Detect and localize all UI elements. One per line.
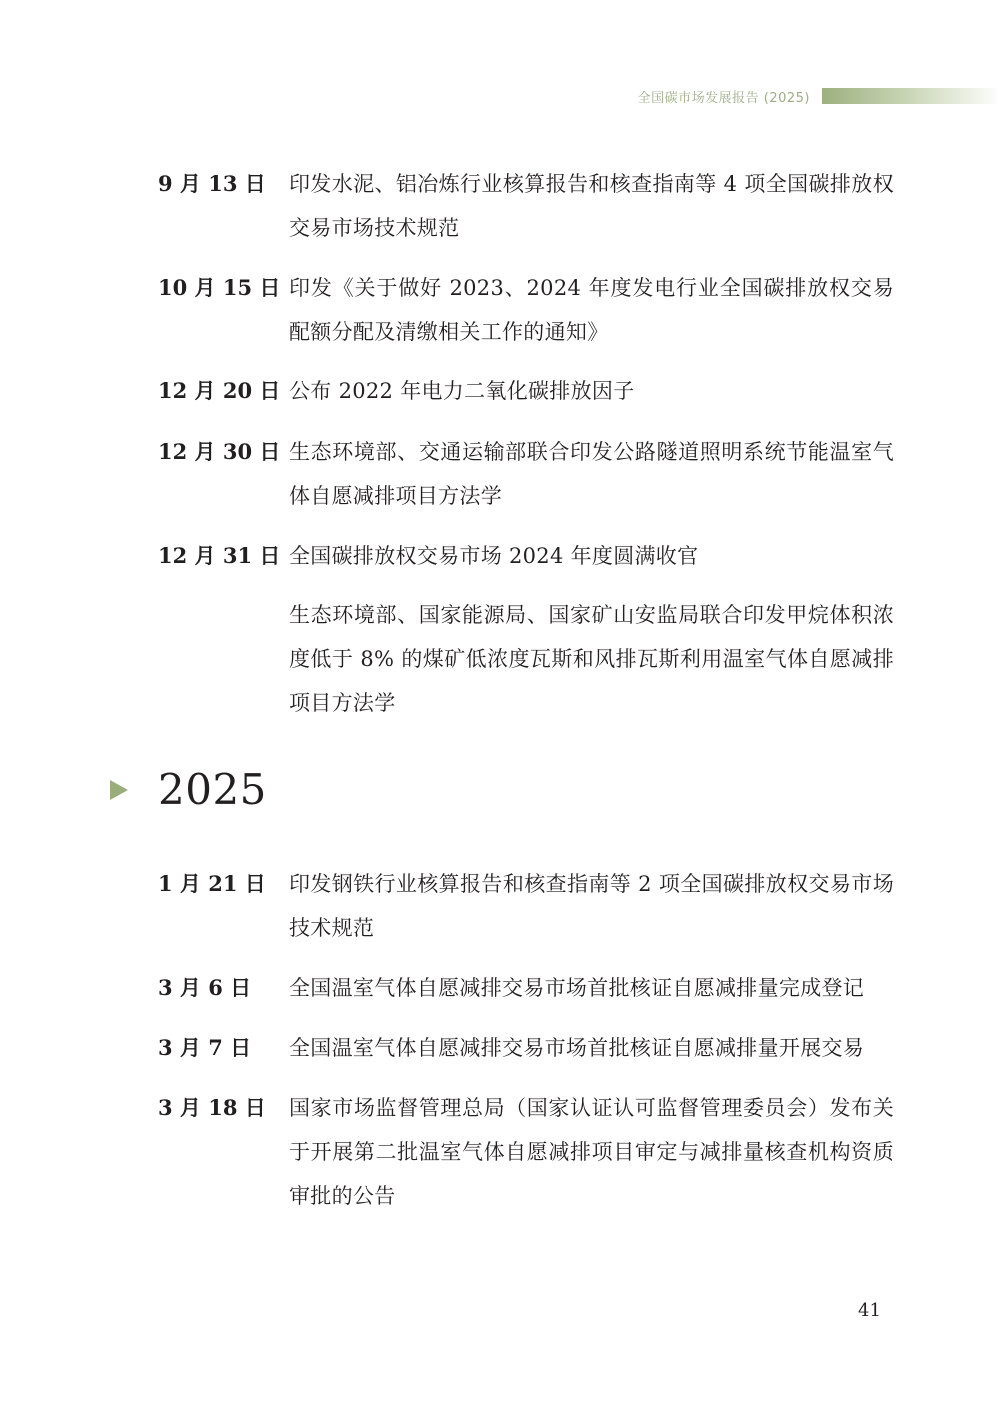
entry-text: 印发《关于做好 2023、2024 年度发电行业全国碳排放权交易配额分配及清缴相关工作的通知》 <box>289 276 894 344</box>
header-accent-bar <box>822 88 1000 104</box>
page-header <box>0 86 1000 108</box>
page-number: 41 <box>858 1300 881 1321</box>
entry-date: 3 月 7 日 <box>158 1035 252 1060</box>
entry-date: 3 月 18 日 <box>158 1095 266 1120</box>
report-title: 全国碳市场发展报告 (2025) <box>637 91 810 106</box>
entry-text: 公布 2022 年电力二氧化碳排放因子 <box>289 379 635 403</box>
triangle-marker-icon <box>110 780 128 800</box>
entry-text: 生态环境部、交通运输部联合印发公路隧道照明系统节能温室气体自愿减排项目方法学 <box>289 440 894 508</box>
entry-date: 12 月 31 日 <box>158 543 281 568</box>
entry-date: 3 月 6 日 <box>158 975 252 1000</box>
entry-text: 全国碳排放权交易市场 2024 年度圆满收官 <box>289 544 699 568</box>
entry-date: 9 月 13 日 <box>158 171 266 196</box>
entry-text: 全国温室气体自愿减排交易市场首批核证自愿减排量完成登记 <box>289 976 865 1000</box>
entry-text: 生态环境部、国家能源局、国家矿山安监局联合印发甲烷体积浓度低于 8% 的煤矿低浓度瓦斯和风排瓦斯利用温室气体自愿减排项目方法学 <box>289 603 894 715</box>
entry-date: 12 月 30 日 <box>158 439 281 464</box>
entry-text: 全国温室气体自愿减排交易市场首批核证自愿减排量开展交易 <box>289 1036 865 1060</box>
entry-date: 10 月 15 日 <box>158 275 281 300</box>
entry-text: 印发钢铁行业核算报告和核查指南等 2 项全国碳排放权交易市场技术规范 <box>289 872 894 940</box>
entry-text: 国家市场监督管理总局（国家认证认可监督管理委员会）发布关于开展第二批温室气体自愿减排项目审定与减排量核查机构资质审批的公告 <box>289 1096 894 1208</box>
entry-date: 12 月 20 日 <box>158 378 281 403</box>
entry-text: 印发水泥、铝冶炼行业核算报告和核查指南等 4 项全国碳排放权交易市场技术规范 <box>289 172 894 240</box>
entry-date: 1 月 21 日 <box>158 871 266 896</box>
year-heading: 2025 <box>158 765 267 814</box>
